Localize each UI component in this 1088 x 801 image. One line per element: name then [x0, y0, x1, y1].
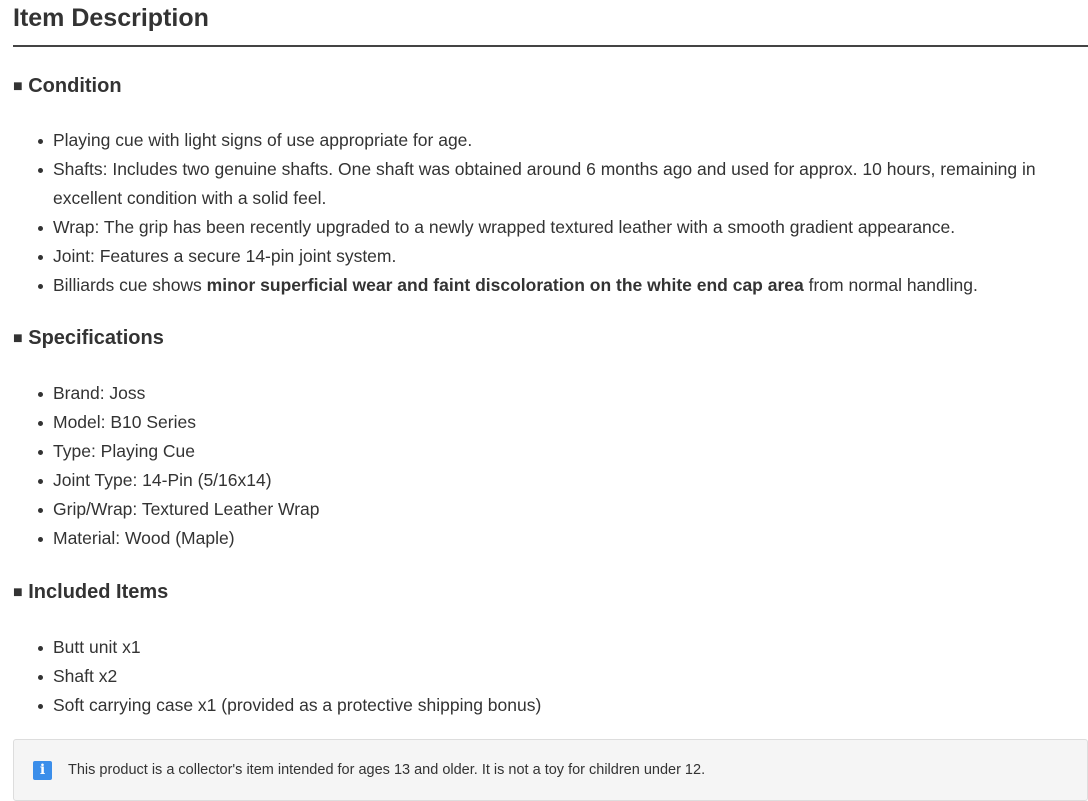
- age-notice-box: [13, 739, 1088, 801]
- page-title: Item Description: [13, 4, 209, 32]
- square-bullet-icon: ■: [13, 584, 23, 601]
- section-heading-included-items: [13, 580, 1088, 606]
- section-title: Specifications: [28, 327, 164, 349]
- section-title: Condition: [28, 75, 122, 97]
- list-item: Material: Wood (Maple): [53, 524, 1088, 553]
- list-item-emphasis: minor superficial wear and faint discoloration on the white end cap area: [206, 275, 804, 295]
- list-item: Joint: Features a secure 14-pin joint system.: [53, 242, 1088, 271]
- list-item: Type: Playing Cue: [53, 437, 1088, 466]
- list-item: Wrap: The grip has been recently upgraded to a newly wrapped textured leather with a smooth gradient appearance.: [53, 213, 1088, 242]
- list-item: Shaft x2: [53, 662, 1088, 691]
- list-item: Playing cue with light signs of use appropriate for age.: [53, 126, 1088, 155]
- section-heading-condition: [13, 74, 1088, 100]
- list-item: Joint Type: 14-Pin (5/16x14): [53, 466, 1088, 495]
- list-item-text: from normal handling.: [803, 275, 978, 295]
- section-heading-specifications: [13, 326, 1088, 352]
- section-title: Included Items: [28, 581, 169, 603]
- title-divider: [13, 45, 1088, 47]
- list-item: Butt unit x1: [53, 633, 1088, 662]
- info-icon: i: [33, 761, 52, 780]
- included-items-list: [13, 633, 1088, 720]
- list-item: Grip/Wrap: Textured Leather Wrap: [53, 495, 1088, 524]
- list-item-text: Billiards cue shows: [53, 275, 207, 295]
- square-bullet-icon: ■: [13, 78, 23, 95]
- list-item: Soft carrying case x1 (provided as a protective shipping bonus): [53, 691, 1088, 720]
- list-item: Model: B10 Series: [53, 408, 1088, 437]
- condition-list: [13, 126, 1088, 300]
- notice-text: This product is a collector's item intended for ages 13 and older. It is not a toy for children under 12.: [68, 762, 706, 778]
- square-bullet-icon: ■: [13, 330, 23, 347]
- list-item: Shafts: Includes two genuine shafts. One shaft was obtained around 6 months ago and used for approx. 10 hours, remaining in excellent condition with a solid feel.: [53, 155, 1088, 213]
- specifications-list: [13, 379, 1088, 553]
- list-item: Brand: Joss: [53, 379, 1088, 408]
- list-item: [53, 271, 1088, 300]
